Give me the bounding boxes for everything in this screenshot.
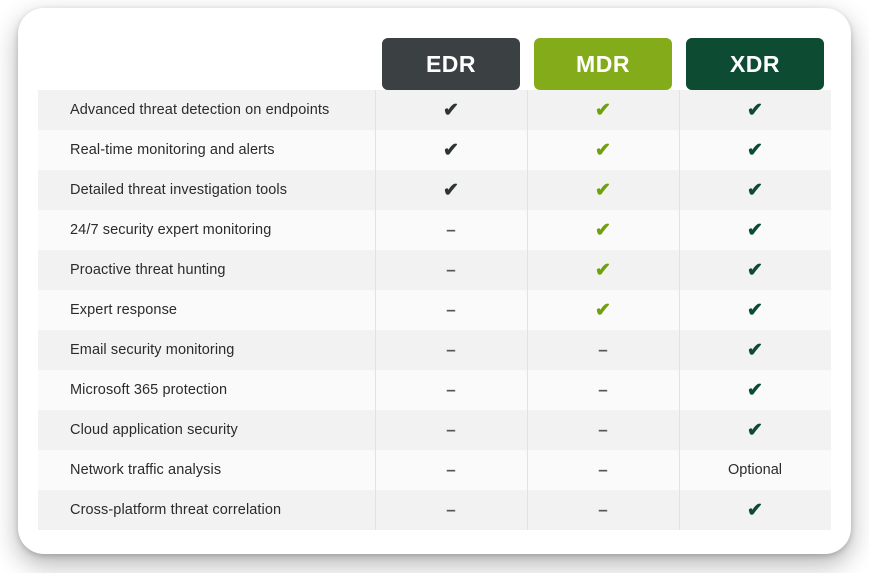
- check-icon: ✔: [747, 259, 763, 281]
- check-icon: ✔: [595, 299, 611, 321]
- cell-mdr: [527, 250, 679, 290]
- row-feature-label: Cross-platform threat correlation: [38, 490, 375, 530]
- check-icon: ✔: [747, 419, 763, 441]
- dash-icon: –: [446, 260, 456, 279]
- cell-mdr: [527, 130, 679, 170]
- check-icon: ✔: [747, 179, 763, 201]
- table-row: [38, 90, 831, 130]
- check-icon: ✔: [595, 99, 611, 121]
- cell-mdr: [527, 410, 679, 450]
- dash-icon: –: [446, 380, 456, 399]
- table-row: [38, 210, 831, 250]
- cell-mdr: [527, 370, 679, 410]
- row-feature-label: Network traffic analysis: [38, 450, 375, 490]
- cell-xdr: [679, 490, 831, 530]
- cell-edr: [375, 170, 527, 210]
- check-icon: ✔: [747, 499, 763, 521]
- dash-icon: –: [446, 340, 456, 359]
- table-row: [38, 170, 831, 210]
- cell-edr: [375, 370, 527, 410]
- header-edr-cell: [375, 30, 527, 90]
- cell-xdr: [679, 410, 831, 450]
- comparison-table-wrapper: [38, 30, 831, 530]
- dash-icon: –: [446, 460, 456, 479]
- cell-mdr: [527, 450, 679, 490]
- cell-edr: [375, 210, 527, 250]
- check-icon: ✔: [747, 339, 763, 361]
- table-body: [38, 90, 831, 530]
- row-feature-label: Real-time monitoring and alerts: [38, 130, 375, 170]
- cell-xdr: [679, 130, 831, 170]
- cell-edr: [375, 290, 527, 330]
- cell-xdr: [679, 250, 831, 290]
- table-head: [38, 30, 831, 90]
- feature-comparison-table: [38, 30, 831, 530]
- header-feature-column: [38, 30, 375, 90]
- cell-edr: [375, 130, 527, 170]
- table-row: [38, 330, 831, 370]
- table-row: [38, 370, 831, 410]
- row-feature-label: Proactive threat hunting: [38, 250, 375, 290]
- dash-icon: –: [598, 500, 608, 519]
- dash-icon: –: [598, 340, 608, 359]
- comparison-card: [18, 8, 851, 554]
- cell-edr: [375, 90, 527, 130]
- cell-mdr: [527, 170, 679, 210]
- dash-icon: –: [598, 380, 608, 399]
- header-mdr-cell: [527, 30, 679, 90]
- table-row: [38, 290, 831, 330]
- header-edr-label: EDR: [382, 38, 520, 90]
- table-row: [38, 450, 831, 490]
- row-feature-label: Detailed threat investigation tools: [38, 170, 375, 210]
- row-feature-label: 24/7 security expert monitoring: [38, 210, 375, 250]
- table-row: [38, 130, 831, 170]
- check-icon: ✔: [595, 139, 611, 161]
- check-icon: ✔: [747, 299, 763, 321]
- check-icon: ✔: [595, 219, 611, 241]
- cell-xdr: [679, 450, 831, 490]
- table-header-row: [38, 30, 831, 90]
- row-feature-label: Expert response: [38, 290, 375, 330]
- cell-edr: [375, 330, 527, 370]
- table-row: [38, 410, 831, 450]
- table-row: [38, 490, 831, 530]
- dash-icon: –: [598, 460, 608, 479]
- cell-xdr: [679, 170, 831, 210]
- cell-xdr: [679, 210, 831, 250]
- row-feature-label: Cloud application security: [38, 410, 375, 450]
- dash-icon: –: [446, 500, 456, 519]
- cell-mdr: [527, 90, 679, 130]
- dash-icon: –: [598, 420, 608, 439]
- cell-mdr: [527, 330, 679, 370]
- cell-edr: [375, 450, 527, 490]
- check-icon: ✔: [747, 219, 763, 241]
- cell-xdr: [679, 290, 831, 330]
- check-icon: ✔: [747, 379, 763, 401]
- check-icon: ✔: [595, 259, 611, 281]
- check-icon: ✔: [443, 99, 459, 121]
- check-icon: ✔: [443, 139, 459, 161]
- cell-xdr: [679, 330, 831, 370]
- table-row: [38, 250, 831, 290]
- check-icon: ✔: [747, 139, 763, 161]
- check-icon: ✔: [595, 179, 611, 201]
- cell-mdr: [527, 490, 679, 530]
- optional-label: Optional: [727, 462, 782, 478]
- dash-icon: –: [446, 220, 456, 239]
- row-feature-label: Advanced threat detection on endpoints: [38, 90, 375, 130]
- header-xdr-label: XDR: [686, 38, 824, 90]
- check-icon: ✔: [747, 99, 763, 121]
- header-xdr-cell: [679, 30, 831, 90]
- dash-icon: –: [446, 300, 456, 319]
- header-mdr-label: MDR: [534, 38, 672, 90]
- cell-xdr: [679, 90, 831, 130]
- check-icon: ✔: [443, 179, 459, 201]
- cell-edr: [375, 250, 527, 290]
- dash-icon: –: [446, 420, 456, 439]
- cell-edr: [375, 490, 527, 530]
- cell-edr: [375, 410, 527, 450]
- cell-mdr: [527, 210, 679, 250]
- row-feature-label: Microsoft 365 protection: [38, 370, 375, 410]
- cell-mdr: [527, 290, 679, 330]
- cell-xdr: [679, 370, 831, 410]
- row-feature-label: Email security monitoring: [38, 330, 375, 370]
